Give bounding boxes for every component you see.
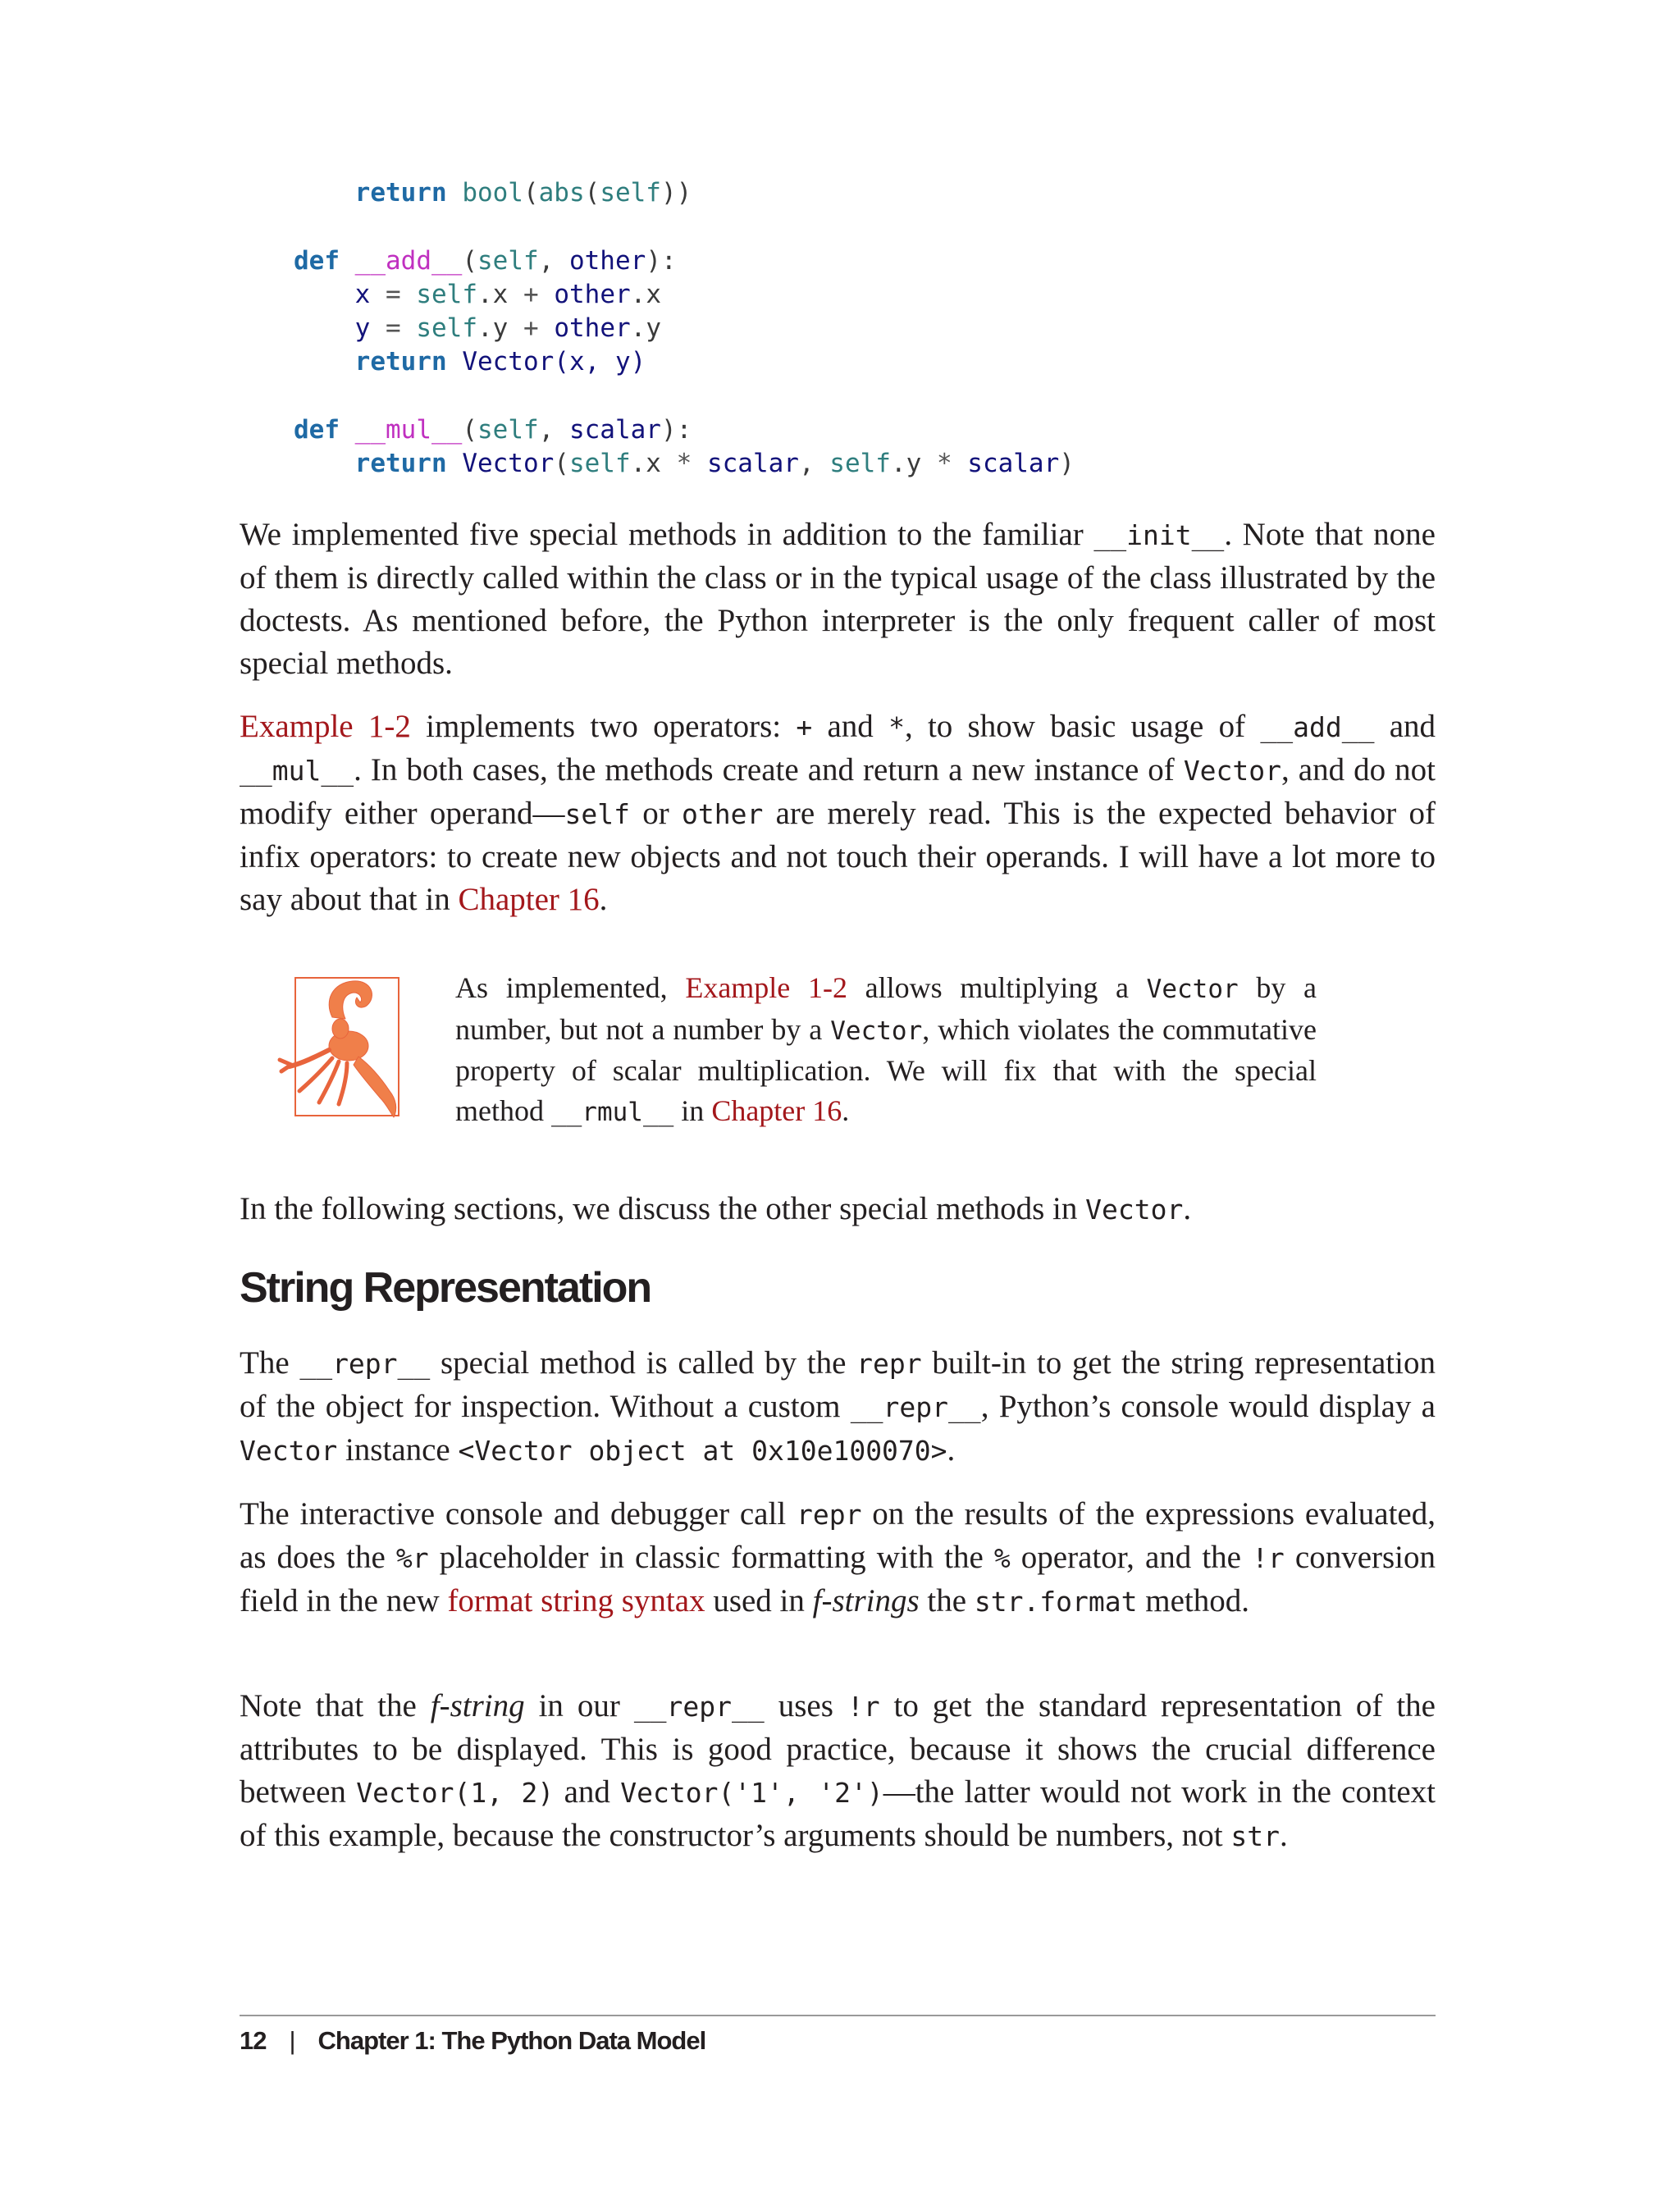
code-line: return bool(abs(self)) — [354, 178, 692, 208]
code-line: x = self.x + other.x — [354, 279, 661, 309]
paragraph-repr: The __repr__ special method is called by the repr built-in to get the string representation of the object for inspection. Without a custom __repr__, Python’s console would display a Vector instance <Vector object at 0x10e100070>. — [240, 1345, 1436, 1468]
section-heading: String Representation — [240, 1264, 651, 1312]
paragraph-operators: Example 1-2 implements two operators: + and *, to show basic usage of __add__ and __mul__. In both cases, the methods create and return a new instance of Vector, and do not modify either operand—self or other are merely read. This is the expected behavior of infix operators: to create new objects and not touch their operands. I will have a lot more to say about that in Chapter 16. — [240, 709, 1436, 917]
page-footer — [240, 2026, 705, 2056]
paragraph-special-methods: We implemented five special methods in addition to the familiar __init__. Note that none of them is directly called within the class or in the typical usage of the class illustrated by the doctests. As mentioned before, the Python interpreter is the only frequent caller of most special methods. — [240, 517, 1436, 681]
code-line: return Vector(self.x * scalar, self.y * scalar) — [354, 449, 1075, 479]
link-format-string-syntax[interactable]: format string syntax — [447, 1583, 705, 1618]
scorpion-warning-icon — [275, 968, 418, 1134]
chapter-title: Chapter 1: The Python Data Model — [317, 2026, 706, 2055]
code-line: def __add__(self, other): — [294, 245, 677, 276]
paragraph-following-sections: In the following sections, we discuss the other special methods in Vector. — [240, 1191, 1192, 1226]
code-line: y = self.y + other.y — [354, 313, 661, 344]
page-number: 12 — [240, 2026, 267, 2055]
paragraph-interactive-console: The interactive console and debugger call repr on the results of the expressions evaluated, as does the %r placeholder in classic formatting with the % operator, and the !r conversion field in the new format string syntax used in f-strings the str.format method. — [240, 1496, 1436, 1618]
link-example-1-2[interactable]: Example 1-2 — [240, 709, 411, 744]
link-chapter-16-note[interactable]: Chapter 16 — [711, 1093, 842, 1127]
footer-separator: | — [289, 2026, 295, 2055]
code-line: return Vector(x, y) — [354, 347, 646, 377]
footer-rule — [240, 2015, 1436, 2016]
code-listing — [294, 176, 1075, 482]
warning-note: As implemented, Example 1-2 allows multiplying a Vector by a number, but not a number by a Vector, which violates the commutative property of scalar multiplication. We will fix that with the special method __rmul__ in Chapter 16. — [455, 971, 1317, 1127]
link-chapter-16[interactable]: Chapter 16 — [458, 882, 600, 917]
code-line: def __mul__(self, scalar): — [294, 415, 692, 445]
link-example-1-2-note[interactable]: Example 1-2 — [685, 971, 847, 1004]
paragraph-fstring-repr: Note that the f-string in our __repr__ uses !r to get the standard representation of the attributes to be displayed. This is good practice, because it shows the crucial difference between Vector(1, 2) and Vector('1', '2')—the latter would not work in the context of this example, because the constructor’s arguments should be numbers, not str. — [240, 1688, 1436, 1853]
